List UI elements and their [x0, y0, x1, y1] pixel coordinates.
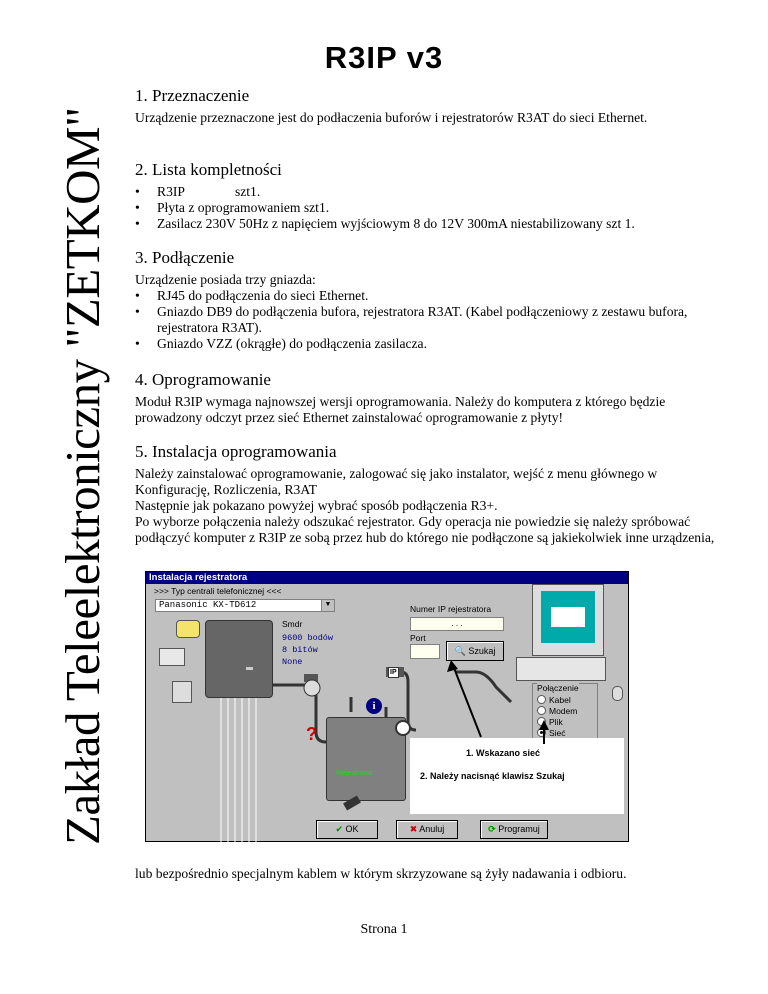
smdr-parity: None	[282, 657, 303, 667]
search-button-label: Szukaj	[468, 646, 496, 656]
list-item: • Gniazdo DB9 do podłączenia bufora, rejestratora R3AT. (Kabel podłączeniowy z zestawu bufora, rejestratora R3AT).	[135, 304, 735, 336]
ip-tag: IP	[390, 669, 397, 676]
ip-address-value: . . .	[451, 619, 463, 628]
search-icon: 🔍	[454, 646, 466, 656]
radio-label: Modem	[549, 706, 578, 716]
document-title: R3IP v3	[324, 40, 444, 75]
section-paragraph: Następnie jak pokazano powyżej wybrać sposób podłączenia R3+.	[135, 498, 498, 513]
ip-label: Numer IP rejestratora	[410, 604, 492, 614]
note-line-1: 1. Wskazano sieć	[466, 748, 541, 758]
section-instalacja	[135, 442, 735, 546]
annotation-arrows	[146, 572, 630, 843]
program-label: Programuj	[498, 824, 540, 834]
item-qty: szt1.	[234, 184, 261, 199]
port-label: Port	[410, 633, 426, 643]
recorder-label: Rejestrator	[336, 768, 373, 777]
note-line-2: 2. Należy nacisnąć klawisz Szukaj	[420, 771, 565, 781]
program-button[interactable]	[480, 820, 548, 839]
cancel-button[interactable]	[396, 820, 458, 839]
section-heading: 3. Podłączenie	[135, 248, 235, 267]
section-text: Urządzenie przeznaczone jest do podłaczenia buforów i rejestratorów R3AT do sieci Ethernet.	[135, 110, 648, 125]
dialog-subtitle: >>> Typ centrali telefonicznej <<<	[154, 586, 282, 596]
ok-label: OK	[345, 824, 359, 834]
smdr-baud: 9600 bodów	[282, 633, 334, 643]
installer-dialog-screenshot	[145, 571, 629, 842]
section-paragraph: Po wyborze połączenia należy odszukać rejestrator. Gdy operacja nie powiedzie się należy spróbować podłączyć komputer z R3IP ze sobą przez hub do którego nie podłączone są jakiekolwiek inne urządzenia,	[135, 514, 715, 545]
smdr-bits: 8 bitów	[282, 645, 318, 655]
check-icon: ✔	[335, 824, 343, 834]
radio-label: Sieć	[549, 728, 566, 738]
radio-label: Kabel	[549, 695, 571, 705]
section-heading: 5. Instalacja oprogramowania	[135, 442, 337, 461]
chevron-down-icon[interactable]: ▼	[321, 600, 334, 611]
section-podlaczenie	[135, 248, 735, 352]
section-intro: Urządzenie posiada trzy gniazda:	[135, 272, 316, 287]
section-paragraph: Należy zainstalować oprogramowanie, zalogować się jako instalator, wejść z menu głównego w Konfigurację, Rozliczenia, R3AT	[135, 466, 658, 497]
section-text: Moduł R3IP wymaga najnowszej wersji oprogramowania. Należy do komputera z którego będzie prowadzony odczyt przez sieć Ethernet zainstalować oprogramowanie z płyty!	[135, 394, 666, 425]
list-item: • Gniazdo VZZ (okrągłe) do podłączenia zasilacza.	[135, 336, 735, 352]
section-przeznaczenie	[135, 86, 647, 126]
ok-button[interactable]	[316, 820, 378, 839]
section-heading: 2. Lista kompletności	[135, 160, 282, 179]
cancel-label: Anuluj	[419, 824, 445, 834]
radio-label: Plik	[549, 717, 563, 727]
section-lista	[135, 160, 635, 232]
cross-icon: ✖	[409, 824, 418, 834]
closing-text: lub bezpośrednio specjalnym kablem w którym skrzyzowane są żyły nadawania i odbioru.	[135, 866, 627, 881]
help-icon: ?	[306, 724, 317, 744]
dialog-title: Instalacja rejestratora	[146, 572, 628, 584]
section-heading: 1. Przeznaczenie	[135, 86, 250, 105]
item-name: R3IP	[157, 184, 185, 199]
section-oprogramowanie	[135, 370, 735, 426]
list-item: • RJ45 do podłączenia do sieci Ethernet.	[135, 288, 735, 304]
page-number: Strona 1	[360, 922, 408, 937]
side-company-title: Zakład Teleelektroniczny "ZETKOM"	[55, 107, 110, 845]
section-heading: 4. Oprogramowanie	[135, 370, 271, 389]
list-item: • Zasilacz 230V 50Hz z napięciem wyjściowym 8 do 12V 300mA niestabilizowany szt 1.	[135, 216, 635, 232]
info-icon: i	[366, 698, 382, 714]
connection-group-label: Połączenie	[537, 683, 579, 693]
smdr-label: Smdr	[282, 619, 303, 629]
list-item	[135, 184, 635, 200]
central-type-value: Panasonic KX-TD612	[159, 600, 257, 610]
list-item: • Płyta z oprogramowaniem szt1.	[135, 200, 635, 216]
refresh-icon: ⟳	[488, 824, 496, 834]
